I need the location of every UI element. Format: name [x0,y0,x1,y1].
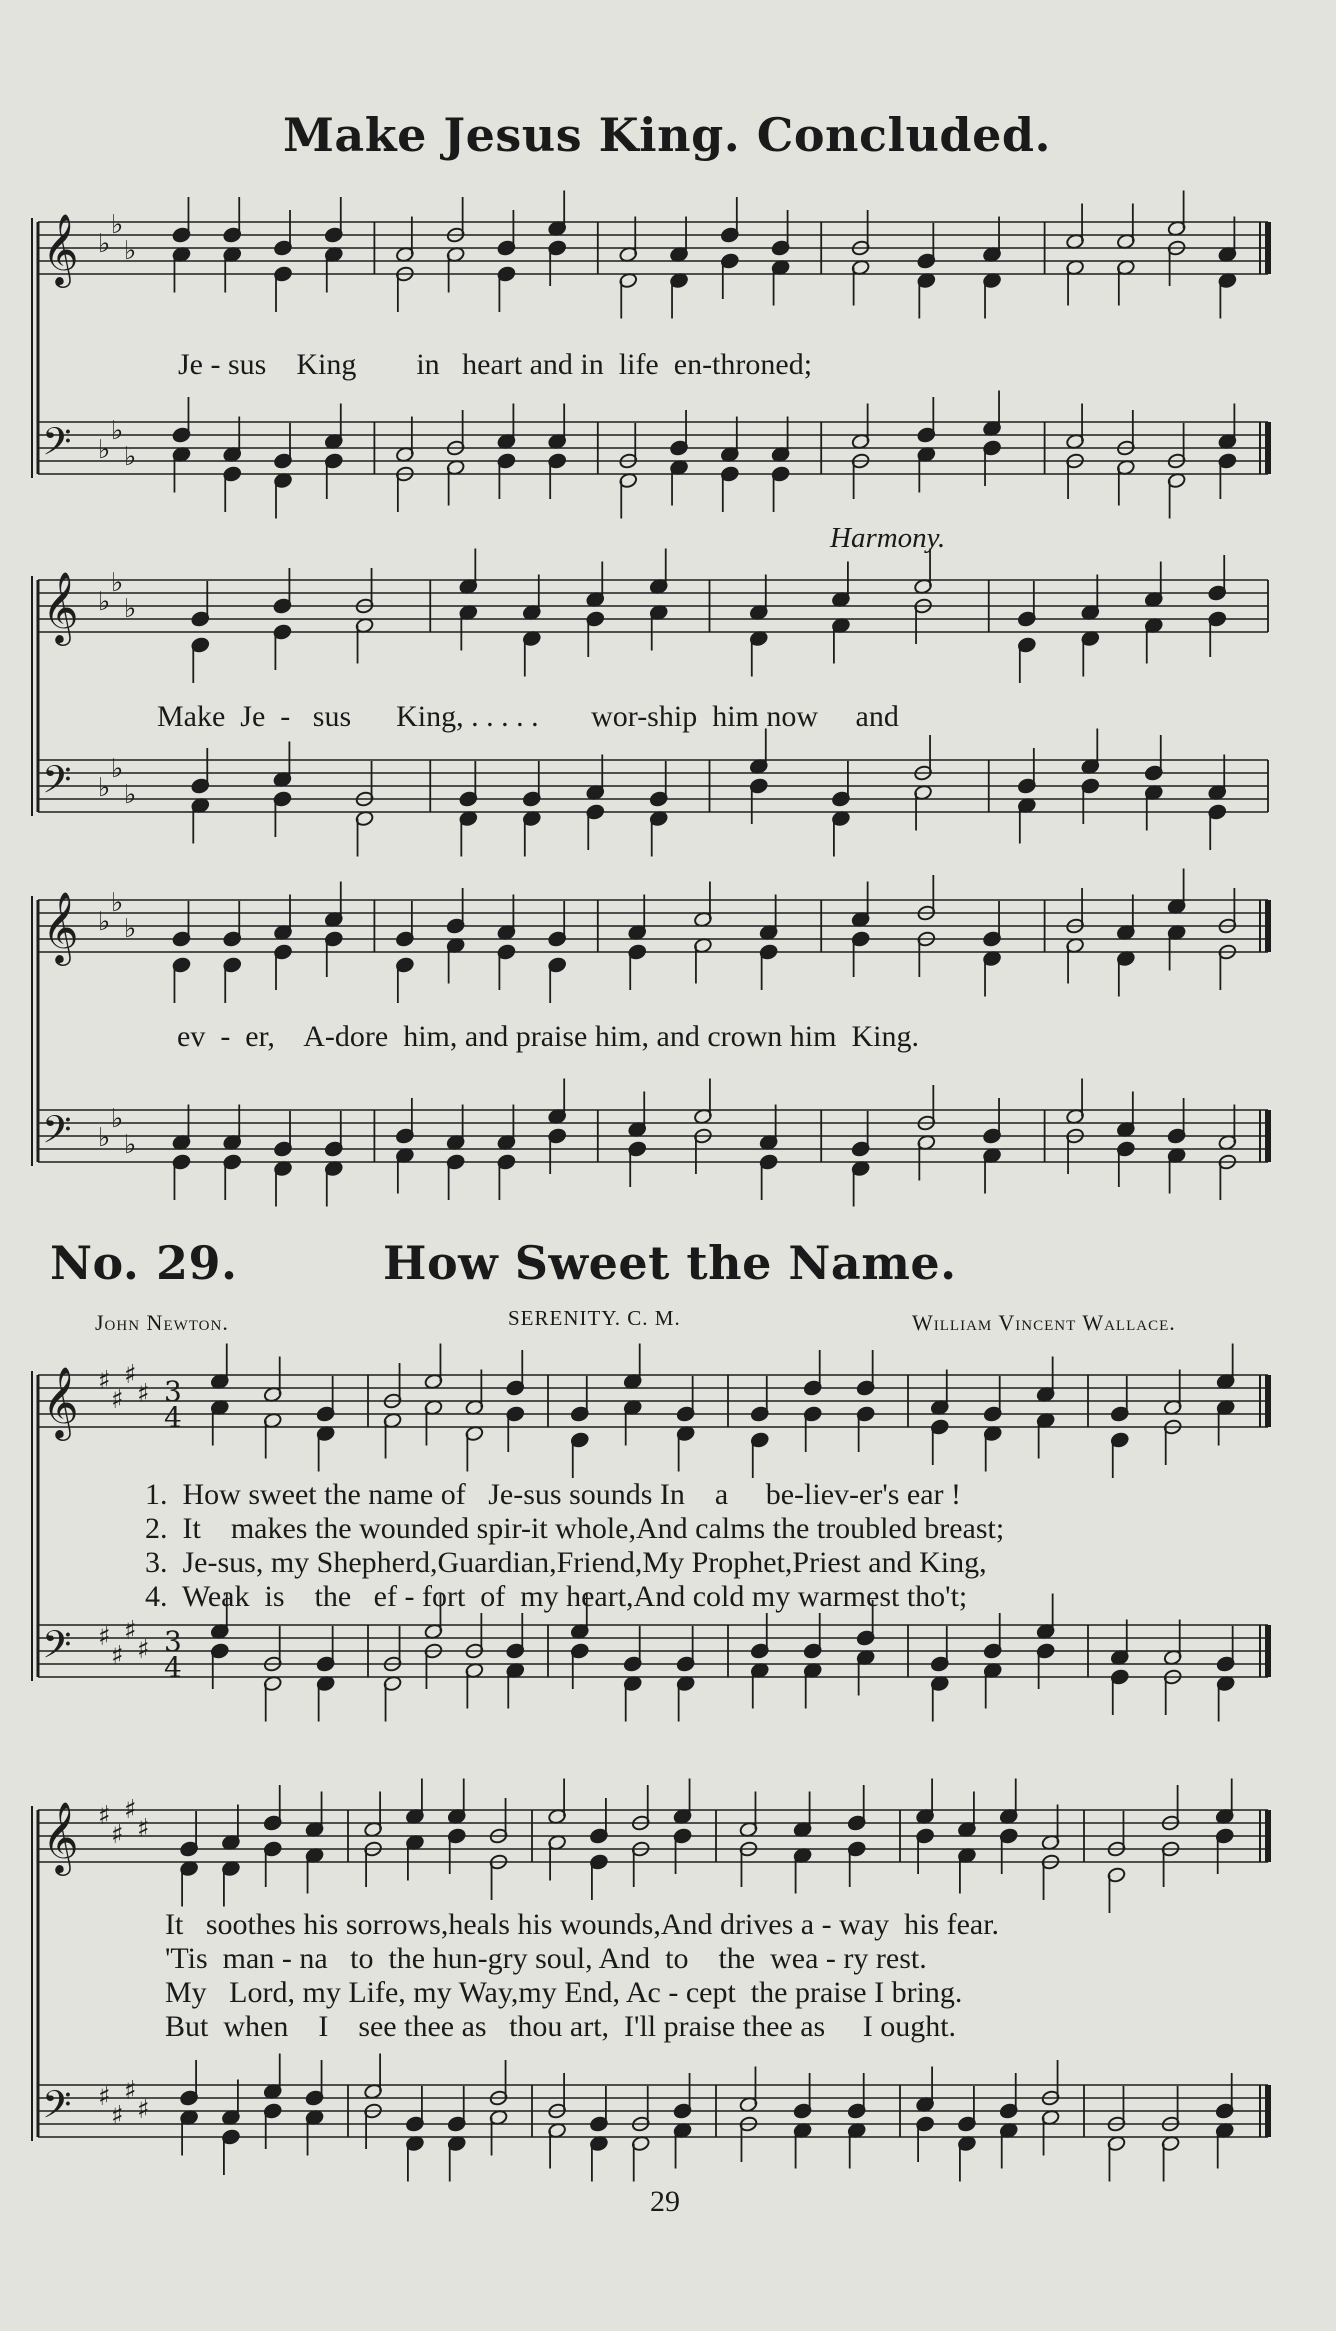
flat-icon: ♭ [98,435,111,465]
sharp-icon: ♯ [124,1616,137,1646]
flat-icon: ♭ [124,236,137,266]
page-number: 29 [650,2185,680,2218]
bass-clef-icon: 𝄢 [42,757,72,811]
sharp-icon: ♯ [98,2082,111,2112]
verse-line: 1. How sweet the name of Je-sus sounds In a be-liev-er's ear ! [145,1478,962,1511]
sharp-icon: ♯ [111,1820,124,1850]
sharp-icon: ♯ [124,1795,137,1825]
sharp-icon: ♯ [111,1385,124,1415]
sharp-icon: ♯ [98,1366,111,1396]
sharp-icon: ♯ [137,1814,150,1844]
verse-line: 'Tis man - na to the hun-gry soul, And to the wea - ry rest. [165,1942,927,1975]
flat-icon: ♭ [124,594,137,624]
treble-clef-icon: 𝄞 [42,212,79,285]
sharp-icon: ♯ [111,2101,124,2131]
verse-line: But when I see thee as thou art, I'll praise thee as I ought. [165,2010,957,2043]
flat-icon: ♭ [98,907,111,937]
verse-line: 2. It makes the wounded spir-it whole,And calms the troubled breast; [145,1512,1005,1545]
flat-icon: ♭ [124,1130,137,1160]
time-signature: 4 [164,1401,182,1434]
bass-clef-icon: 𝄢 [42,1622,72,1676]
flat-icon: ♭ [98,229,111,259]
flat-icon: ♭ [111,888,124,918]
flat-icon: ♭ [124,442,137,472]
lyric-system-3: ev - er, A-dore him, and praise him, and crown him King. [177,1020,919,1053]
sharp-icon: ♯ [98,1801,111,1831]
hymn-number: No. 29. [50,1236,238,1290]
sharp-icon: ♯ [137,1379,150,1409]
hymn-title-concluded: Make Jesus King. Concluded. [283,108,1052,162]
flat-icon: ♭ [98,1123,111,1153]
treble-clef-icon: 𝄞 [42,1365,79,1438]
flat-icon: ♭ [111,568,124,598]
sharp-icon: ♯ [137,1635,150,1665]
flat-icon: ♭ [111,416,124,446]
verse-line: 4. Weak is the ef - fort of my heart,And cold my warmest tho't; [145,1580,968,1613]
sharp-icon: ♯ [111,1641,124,1671]
lyric-system-2: Make Je - sus King, . . . . . wor-ship him now and [157,700,899,733]
harmony-label: Harmony. [830,522,946,554]
composer-credit: William Vincent Wallace. [912,1310,1176,1335]
flat-icon: ♭ [98,587,111,617]
lyric-system-1: Je - sus King in heart and in life en-throned; [178,348,813,381]
sharp-icon: ♯ [137,2095,150,2125]
treble-clef-icon: 𝄞 [42,570,79,643]
treble-clef-icon: 𝄞 [42,890,79,963]
sharp-icon: ♯ [124,1360,137,1390]
flat-icon: ♭ [111,1104,124,1134]
verse-line: 3. Je-sus, my Shepherd,Guardian,Friend,My Prophet,Priest and King, [145,1546,987,1579]
bass-clef-icon: 𝄢 [42,419,72,473]
verse-line: My Lord, my Life, my Way,my End, Ac - cept the praise I bring. [165,1976,963,2009]
flat-icon: ♭ [124,914,137,944]
flat-icon: ♭ [98,773,111,803]
flat-icon: ♭ [111,754,124,784]
hymn-title: How Sweet the Name. [383,1236,957,1290]
treble-clef-icon: 𝄞 [42,1800,79,1873]
sharp-icon: ♯ [98,1622,111,1652]
author-credit: John Newton. [95,1310,229,1335]
time-signature: 3 [164,1625,182,1658]
flat-icon: ♭ [111,210,124,240]
tune-credit: SERENITY. C. M. [508,1306,681,1330]
bass-clef-icon: 𝄢 [42,1107,72,1161]
flat-icon: ♭ [124,780,137,810]
time-signature: 3 [164,1375,182,1408]
time-signature: 4 [164,1651,182,1684]
bass-clef-icon: 𝄢 [42,2082,72,2136]
sharp-icon: ♯ [124,2076,137,2106]
verse-line: It soothes his sorrows,heals his wounds,And drives a - way his fear. [165,1908,1000,1941]
